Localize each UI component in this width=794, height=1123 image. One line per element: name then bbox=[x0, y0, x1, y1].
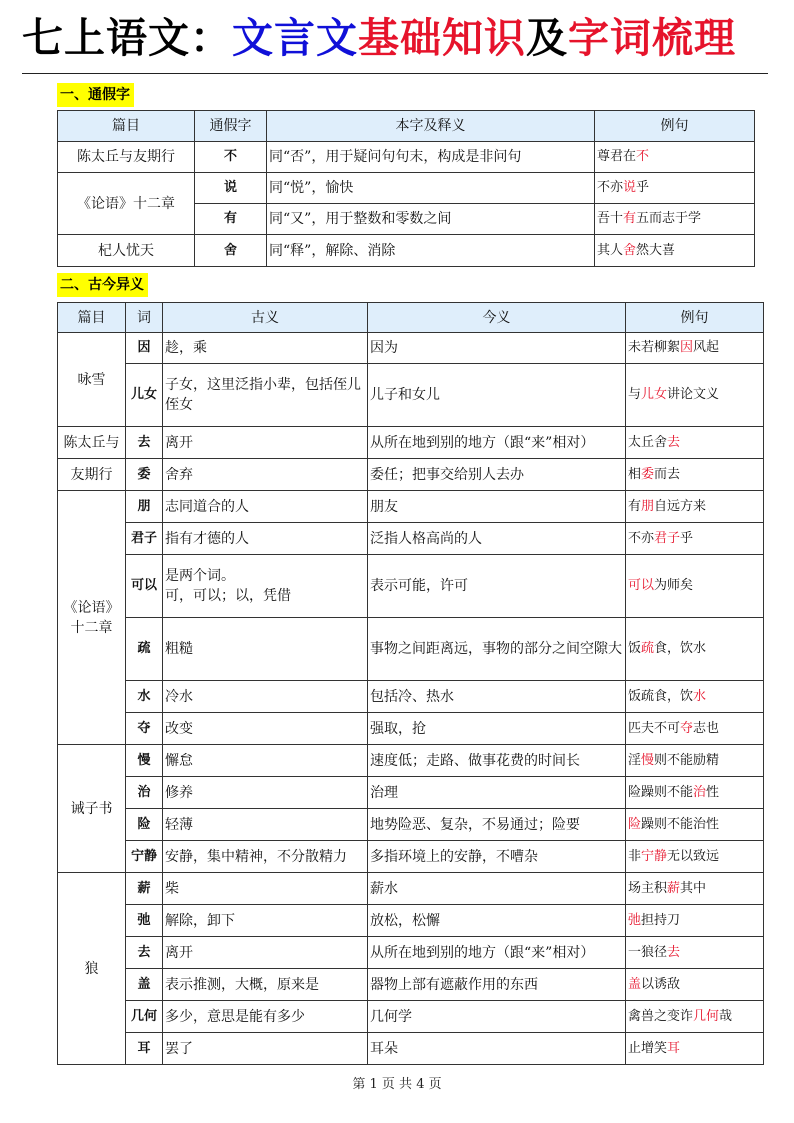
word-cell: 君子 bbox=[126, 523, 163, 555]
title-part-1: 七上语文： bbox=[22, 14, 232, 62]
table-row bbox=[58, 555, 764, 618]
title-part-5: 字词梳理 bbox=[568, 14, 736, 62]
example-cell: 禽兽之变诈几何哉 bbox=[626, 1001, 764, 1033]
table-row bbox=[58, 142, 755, 173]
old-meaning: 罢了 bbox=[163, 1033, 368, 1065]
table-header: 本字及释义 bbox=[267, 111, 595, 142]
table-row bbox=[58, 173, 755, 204]
example-cell: 弛担持刀 bbox=[626, 905, 764, 937]
meaning-cell: 同“否”，用于疑问句句末，构成是非问句 bbox=[267, 142, 595, 173]
article-title: 诫子书 bbox=[58, 745, 126, 873]
word-cell: 夺 bbox=[126, 713, 163, 745]
example-cell: 尊君在不 bbox=[595, 142, 755, 173]
table-header: 例句 bbox=[595, 111, 755, 142]
old-meaning: 懈怠 bbox=[163, 745, 368, 777]
word-cell: 去 bbox=[126, 937, 163, 969]
example-cell: 可以为师矣 bbox=[626, 555, 764, 618]
table-row bbox=[58, 841, 764, 873]
new-meaning: 几何学 bbox=[368, 1001, 626, 1033]
meaning-cell: 同“释”，解除、消除 bbox=[267, 235, 595, 267]
word-cell: 水 bbox=[126, 681, 163, 713]
old-meaning: 安静，集中精神，不分散精力 bbox=[163, 841, 368, 873]
table-row bbox=[58, 809, 764, 841]
example-cell: 太丘舍去 bbox=[626, 427, 764, 459]
tongjia-table bbox=[57, 110, 755, 267]
new-meaning: 薪水 bbox=[368, 873, 626, 905]
new-meaning: 强取，抢 bbox=[368, 713, 626, 745]
old-meaning: 修养 bbox=[163, 777, 368, 809]
word-cell: 因 bbox=[126, 333, 163, 364]
section-heading-tongjia: 一、通假字 bbox=[57, 83, 134, 107]
table-row bbox=[58, 873, 764, 905]
word-cell: 盖 bbox=[126, 969, 163, 1001]
article-title: 《论语》十二章 bbox=[58, 173, 195, 235]
example-cell: 场主积薪其中 bbox=[626, 873, 764, 905]
article-title: 狼 bbox=[58, 873, 126, 1065]
old-meaning: 离开 bbox=[163, 427, 368, 459]
word-cell: 耳 bbox=[126, 1033, 163, 1065]
table-row bbox=[58, 713, 764, 745]
old-meaning: 离开 bbox=[163, 937, 368, 969]
old-meaning: 柴 bbox=[163, 873, 368, 905]
new-meaning: 从所在地到别的地方（跟“来”相对） bbox=[368, 427, 626, 459]
old-meaning: 改变 bbox=[163, 713, 368, 745]
new-meaning: 从所在地到别的地方（跟“来”相对） bbox=[368, 937, 626, 969]
word-cell: 险 bbox=[126, 809, 163, 841]
meaning-cell: 同“又”，用于整数和零数之间 bbox=[267, 204, 595, 235]
old-meaning: 粗糙 bbox=[163, 618, 368, 681]
new-meaning: 泛指人格高尚的人 bbox=[368, 523, 626, 555]
example-cell: 匹夫不可夺志也 bbox=[626, 713, 764, 745]
old-meaning: 趁，乘 bbox=[163, 333, 368, 364]
new-meaning: 地势险恶、复杂，不易通过；险要 bbox=[368, 809, 626, 841]
table-row bbox=[58, 777, 764, 809]
table-row bbox=[58, 745, 764, 777]
example-cell: 一狼径去 bbox=[626, 937, 764, 969]
example-cell: 饭疏食，饮水 bbox=[626, 681, 764, 713]
table-header: 例句 bbox=[626, 303, 764, 333]
new-meaning: 委任；把事交给别人去办 bbox=[368, 459, 626, 491]
example-cell: 非宁静无以致远 bbox=[626, 841, 764, 873]
article-title-line1: 陈太丘与 bbox=[58, 427, 126, 459]
table-row bbox=[58, 491, 764, 523]
new-meaning: 朋友 bbox=[368, 491, 626, 523]
example-cell: 有朋自远方来 bbox=[626, 491, 764, 523]
table-row bbox=[58, 1033, 764, 1065]
new-meaning: 治理 bbox=[368, 777, 626, 809]
new-meaning: 包括冷、热水 bbox=[368, 681, 626, 713]
table-row bbox=[58, 427, 764, 459]
example-cell: 不亦说乎 bbox=[595, 173, 755, 204]
table-row bbox=[58, 905, 764, 937]
example-cell: 与儿女讲论文义 bbox=[626, 364, 764, 427]
tongjia-char: 舍 bbox=[195, 235, 267, 267]
table-row bbox=[58, 364, 764, 427]
word-cell: 宁静 bbox=[126, 841, 163, 873]
example-cell: 相委而去 bbox=[626, 459, 764, 491]
old-meaning: 表示推测，大概，原来是 bbox=[163, 969, 368, 1001]
word-cell: 疏 bbox=[126, 618, 163, 681]
article-title: 咏雪 bbox=[58, 333, 126, 427]
word-cell: 几何 bbox=[126, 1001, 163, 1033]
word-cell: 去 bbox=[126, 427, 163, 459]
new-meaning: 多指环境上的安静，不嘈杂 bbox=[368, 841, 626, 873]
title-part-4: 及 bbox=[526, 14, 568, 62]
title-part-3: 基础知识 bbox=[358, 14, 526, 62]
article-title: 杞人忧天 bbox=[58, 235, 195, 267]
page-title bbox=[22, 8, 772, 68]
example-cell: 险躁则不能治性 bbox=[626, 777, 764, 809]
word-cell: 儿女 bbox=[126, 364, 163, 427]
table-row bbox=[58, 523, 764, 555]
old-meaning: 是两个词。 可，可以；以，凭借 bbox=[163, 555, 368, 618]
example-cell: 盖以诱敌 bbox=[626, 969, 764, 1001]
word-cell: 治 bbox=[126, 777, 163, 809]
old-meaning: 指有才德的人 bbox=[163, 523, 368, 555]
article-title: 《论语》 十二章 bbox=[58, 491, 126, 745]
new-meaning: 事物之间距离远，事物的部分之间空隙大 bbox=[368, 618, 626, 681]
old-meaning: 冷水 bbox=[163, 681, 368, 713]
table-row bbox=[58, 681, 764, 713]
word-cell: 委 bbox=[126, 459, 163, 491]
table-row bbox=[58, 618, 764, 681]
section-heading-gujin: 二、古今异义 bbox=[57, 273, 148, 297]
table-header: 通假字 bbox=[195, 111, 267, 142]
example-cell: 止增笑耳 bbox=[626, 1033, 764, 1065]
table-row bbox=[58, 459, 764, 491]
page-footer: 第 1 页 共 4 页 bbox=[352, 1077, 442, 1092]
new-meaning: 表示可能，许可 bbox=[368, 555, 626, 618]
table-row bbox=[58, 1001, 764, 1033]
word-cell: 慢 bbox=[126, 745, 163, 777]
article-title: 陈太丘与友期行 bbox=[58, 142, 195, 173]
example-cell: 吾十有五而志于学 bbox=[595, 204, 755, 235]
table-header: 古义 bbox=[163, 303, 368, 333]
word-cell: 朋 bbox=[126, 491, 163, 523]
example-cell: 饭疏食，饮水 bbox=[626, 618, 764, 681]
table-header: 今义 bbox=[368, 303, 626, 333]
meaning-cell: 同“悦”，愉快 bbox=[267, 173, 595, 204]
word-cell: 弛 bbox=[126, 905, 163, 937]
example-cell: 险躁则不能治性 bbox=[626, 809, 764, 841]
old-meaning: 多少，意思是能有多少 bbox=[163, 1001, 368, 1033]
old-meaning: 子女，这里泛指小辈，包括侄儿侄女 bbox=[163, 364, 368, 427]
table-row bbox=[58, 969, 764, 1001]
old-meaning: 舍弃 bbox=[163, 459, 368, 491]
new-meaning: 耳朵 bbox=[368, 1033, 626, 1065]
word-cell: 薪 bbox=[126, 873, 163, 905]
tongjia-char: 不 bbox=[195, 142, 267, 173]
new-meaning: 器物上部有遮蔽作用的东西 bbox=[368, 969, 626, 1001]
article-title-line2: 友期行 bbox=[58, 459, 126, 491]
tongjia-char: 说 bbox=[195, 173, 267, 204]
example-cell: 不亦君子乎 bbox=[626, 523, 764, 555]
new-meaning: 儿子和女儿 bbox=[368, 364, 626, 427]
table-row bbox=[58, 333, 764, 364]
table-header: 篇目 bbox=[58, 111, 195, 142]
table-header: 词 bbox=[126, 303, 163, 333]
title-part-2: 文言文 bbox=[232, 14, 358, 62]
old-meaning: 志同道合的人 bbox=[163, 491, 368, 523]
old-meaning: 轻薄 bbox=[163, 809, 368, 841]
new-meaning: 因为 bbox=[368, 333, 626, 364]
table-header: 篇目 bbox=[58, 303, 126, 333]
table-row bbox=[58, 937, 764, 969]
example-cell: 其人舍然大喜 bbox=[595, 235, 755, 267]
example-cell: 未若柳絮因风起 bbox=[626, 333, 764, 364]
gujin-table bbox=[57, 302, 764, 1065]
new-meaning: 速度低；走路、做事花费的时间长 bbox=[368, 745, 626, 777]
tongjia-char: 有 bbox=[195, 204, 267, 235]
title-divider bbox=[22, 73, 768, 74]
old-meaning: 解除，卸下 bbox=[163, 905, 368, 937]
example-cell: 淫慢则不能励精 bbox=[626, 745, 764, 777]
table-row bbox=[58, 235, 755, 267]
word-cell: 可以 bbox=[126, 555, 163, 618]
new-meaning: 放松，松懈 bbox=[368, 905, 626, 937]
